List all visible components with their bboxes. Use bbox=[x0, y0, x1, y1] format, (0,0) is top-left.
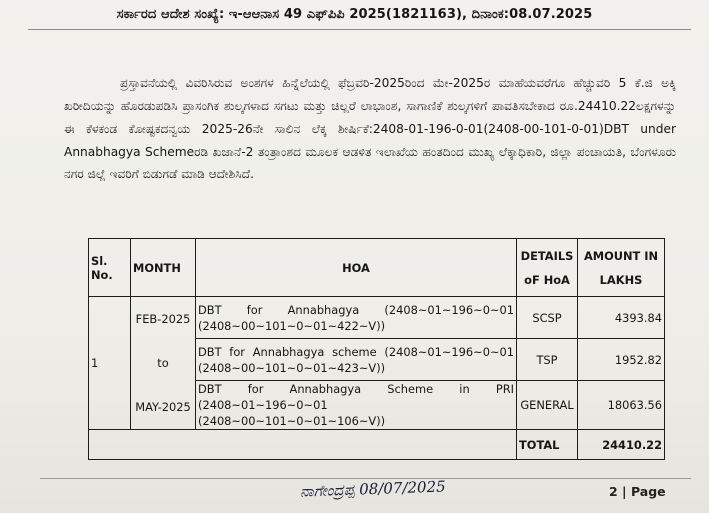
header-hoa: HOA bbox=[196, 239, 517, 297]
sl-no-cell: 1 bbox=[89, 297, 131, 430]
details-cell: SCSP bbox=[517, 297, 578, 339]
header-amount-line1: AMOUNT IN bbox=[583, 248, 659, 263]
table-header-row bbox=[89, 239, 665, 297]
hoa-line2: (2408~01~196~0~01 (2408~00~101~0~01~106~V)) bbox=[198, 398, 386, 428]
header-rule bbox=[28, 29, 691, 30]
footer-rule bbox=[40, 478, 691, 479]
header-details-line1: DETAILS bbox=[520, 248, 574, 263]
hoa-cell bbox=[196, 381, 517, 430]
hoa-cell bbox=[196, 339, 517, 381]
header-month: MONTH bbox=[131, 239, 196, 297]
hoa-line2: (2408~00~101~0~01~423~V)) bbox=[198, 360, 386, 375]
amount-cell: 1952.82 bbox=[578, 339, 665, 381]
details-cell: GENERAL bbox=[517, 381, 578, 430]
details-cell: TSP bbox=[517, 339, 578, 381]
hoa-line2: (2408~00~101~0~01~422~V)) bbox=[198, 318, 386, 333]
total-amount: 24410.22 bbox=[578, 430, 665, 460]
hoa-line1: DBT for Annabhagya (2408~01~196~0~01 bbox=[198, 302, 514, 317]
amount-cell: 4393.84 bbox=[578, 297, 665, 339]
header-sl-no: Sl. No. bbox=[89, 239, 131, 297]
header-amount-line2: LAKHS bbox=[599, 272, 643, 287]
total-label: TOTAL bbox=[517, 430, 578, 460]
month-to-word: to bbox=[157, 356, 169, 370]
amount-cell: 18063.56 bbox=[578, 381, 665, 430]
order-number-heading: ಸರ್ಕಾರದ ಆದೇಶ ಸಂಖ್ಯೆ: ಇ-ಆಆನಾಸ 49 ಎಫ್‌ಪಿಪಿ 2025(1821163), ದಿನಾಂಕ:08.07.2025 bbox=[116, 7, 593, 22]
order-paragraph: ಪ್ರಸ್ತಾವನೆಯಲ್ಲಿ ವಿವರಿಸಿರುವ ಅಂಶಗಳ ಹಿನ್ನೆಲೆಯಲ್ಲಿ ಫೆಬ್ರವರಿ-2025ರಿಂದ ಮೇ-2025ರ ಮಾಹೆಯವರೆಗೂ ಹೆಚ್ಚುವರಿ 5 ಕೆ.ಜಿ ಅಕ್ಕಿ ಖರೀದಿಯನ್ನು ಹೊರಡುಪಡಿಸಿ ಪ್ರಾಸಂಗಿಕ ಶುಲ್ಕಗಳಾದ ಸಗಟು ಮತ್ತು ಚಿಲ್ಲರೆ ಲಾಭಾಂಶ, ಸಾಗಾಣಿಕೆ ಶುಲ್ಕಗಳಿಗೆ ಪಾವತಿಸಬೇಕಾದ ರೂ.24410.22ಲಕ್ಷಗಳನ್ನು ಈ ಕೆಳಕಂಡ ಕೋಷ್ಟಕದನ್ವಯ 2025-26ನೇ ಸಾಲಿನ ಲೆಕ್ಕ ಶೀರ್ಷಿಕೆ:2408-01-196-0-01(2408-00-101-0-01)DBT under Annabhagya Schemeರಡಿ ಖಜಾನೆ-2 ತಂತ್ರಾಂಶದ ಮೂಲಕ ಆಡಳಿತ ಇಲಾಖೆಯ ಹಂತದಿಂದ ಮುಖ್ಯ ಲೆಕ್ಕಾಧಿಕಾರಿ, ಜಿಲ್ಲಾ ಪಂಚಾಯತಿ, ಬೆಂಗಳೂರು ನಗರ ಜಿಲ್ಲೆ ಇವರಿಗೆ ಬಿಡುಗಡೆ ಮಾಡಿ ಆದೇಶಿಸಿದೆ. bbox=[64, 76, 676, 182]
header-amount bbox=[578, 239, 665, 297]
page-number: 2 | Page bbox=[609, 484, 666, 499]
allocation-table bbox=[88, 238, 665, 460]
header-details-line2: oF HoA bbox=[524, 272, 570, 287]
table-row bbox=[89, 297, 665, 339]
total-spacer-cell bbox=[89, 430, 517, 460]
month-to: MAY-2025 bbox=[135, 400, 191, 414]
hoa-cell bbox=[196, 297, 517, 339]
signature: ನಾಗೇಂದ್ರಪ್ಪ 08/07/2025 bbox=[299, 477, 446, 501]
header-details bbox=[517, 239, 578, 297]
total-row bbox=[89, 430, 665, 460]
hoa-line1: DBT for Annabhagya Scheme in PRI bbox=[198, 382, 514, 396]
month-from: FEB-2025 bbox=[135, 312, 191, 326]
month-cell bbox=[131, 297, 196, 430]
hoa-line1: DBT for Annabhagya scheme (2408~01~196~0~01 bbox=[198, 344, 514, 359]
